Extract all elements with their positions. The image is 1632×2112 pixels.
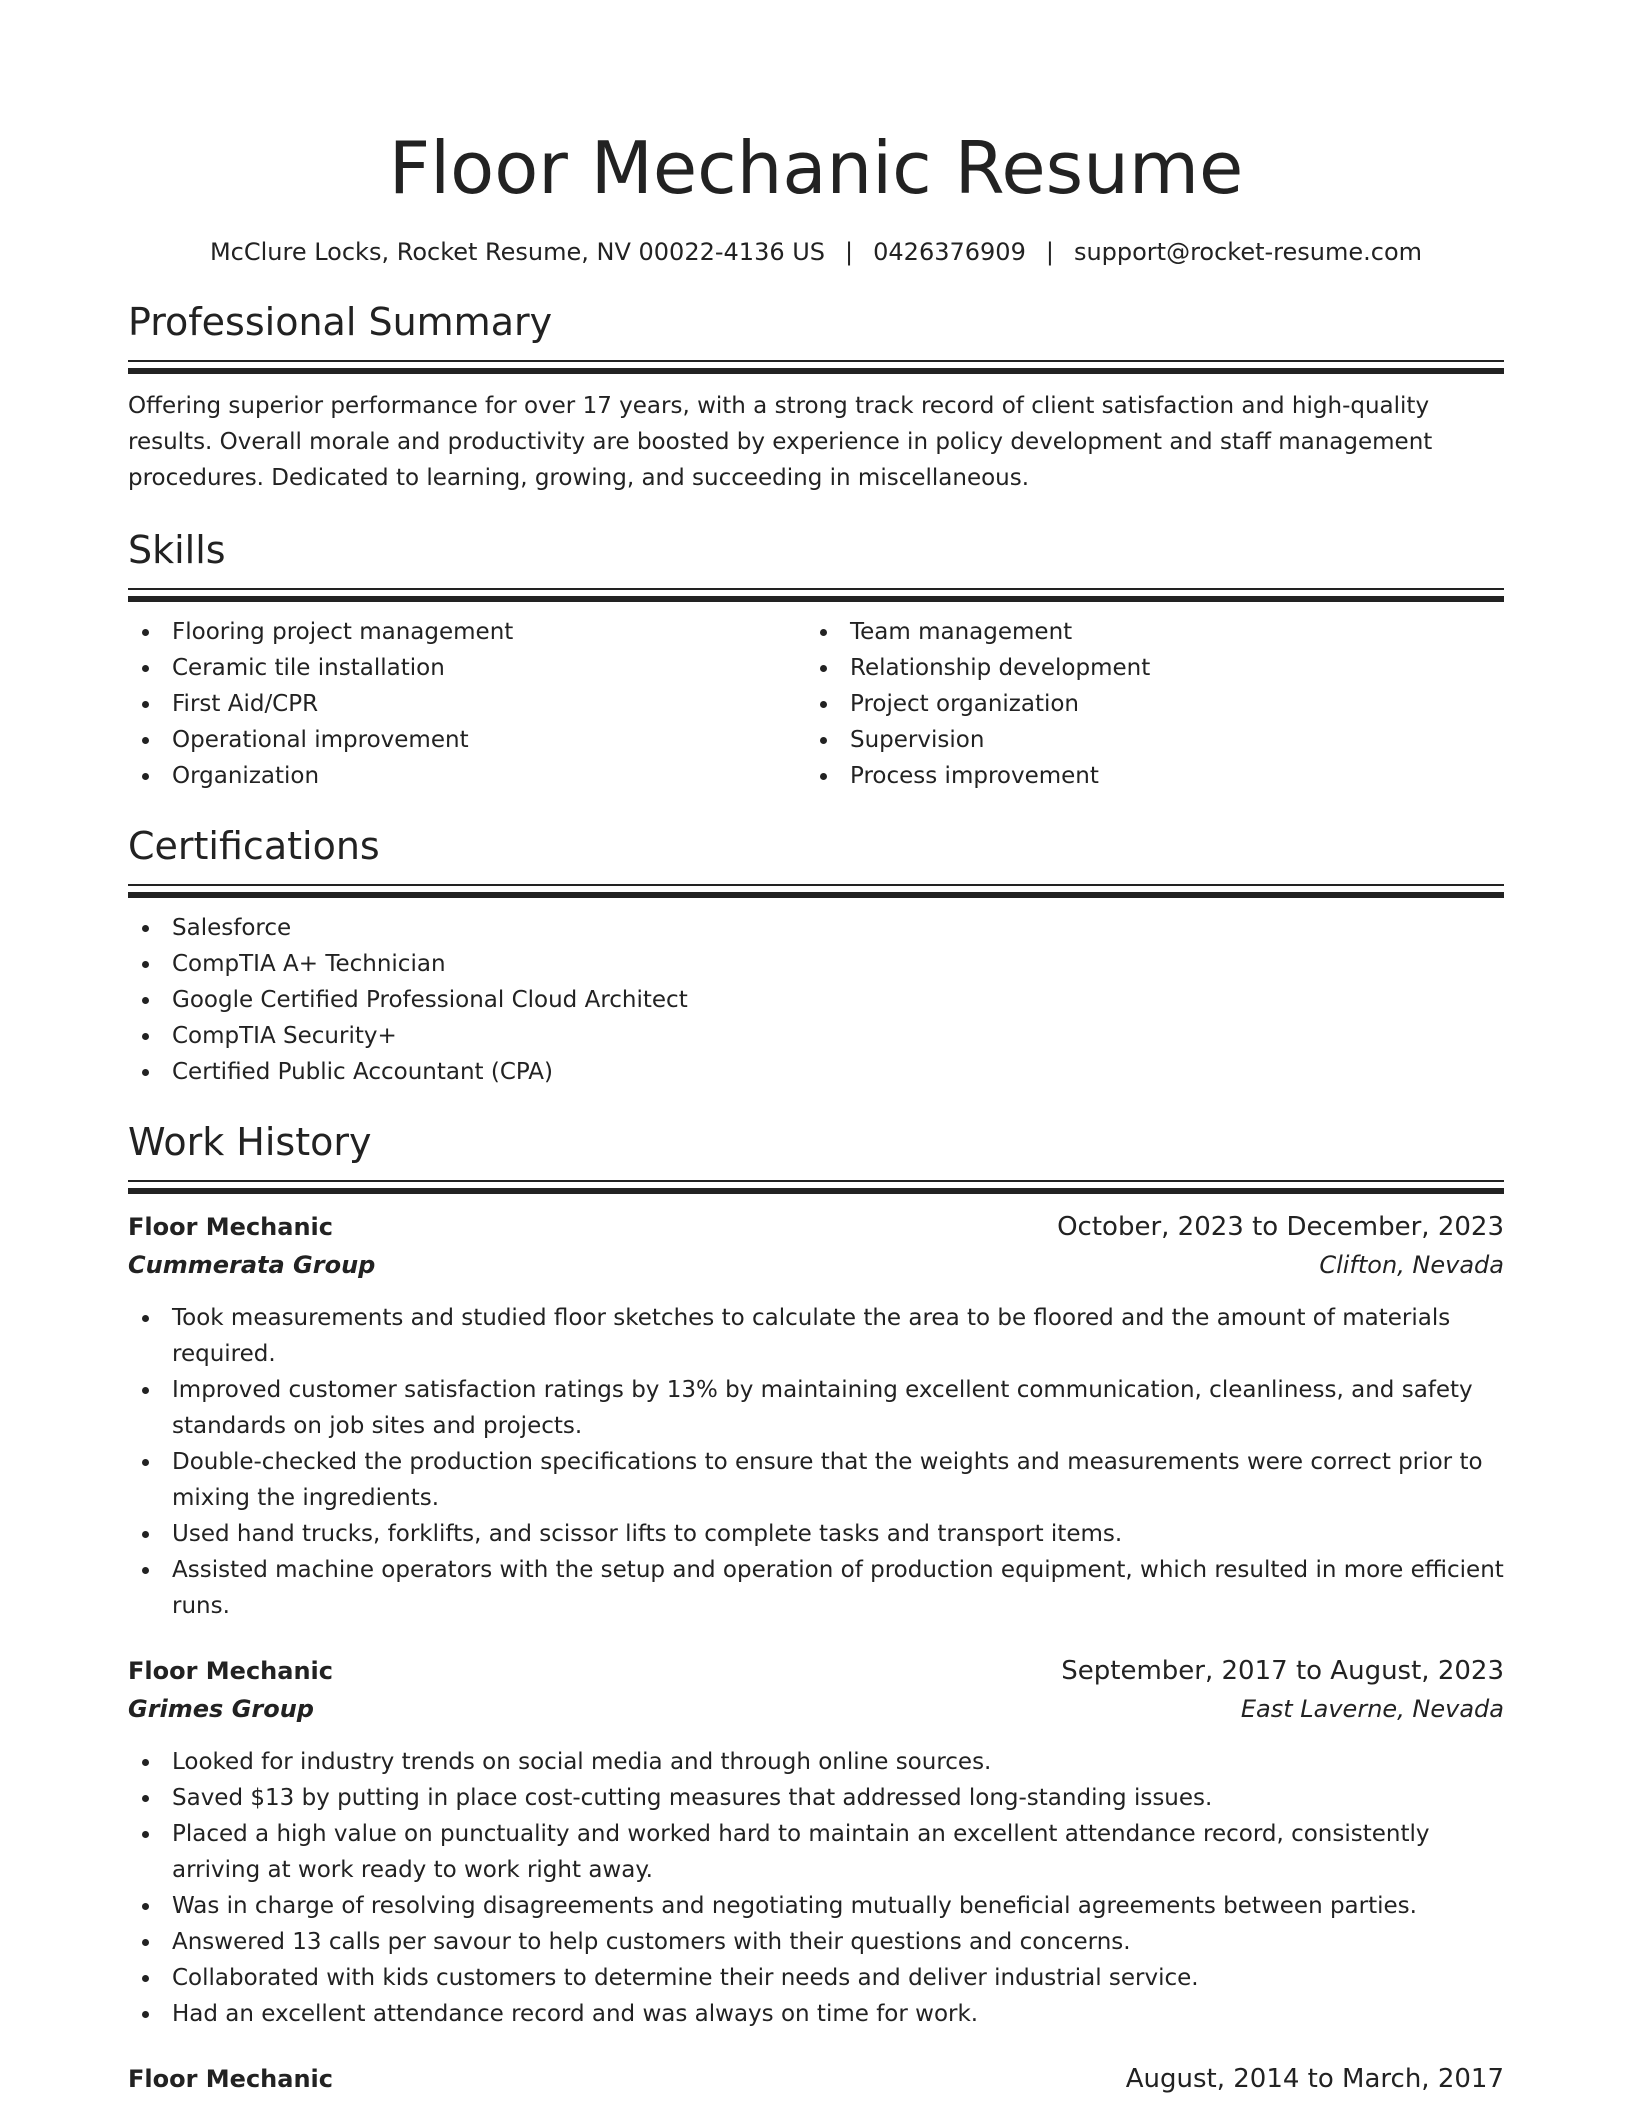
job-location: Clifton, Nevada [1319, 1251, 1504, 1279]
skills-section [128, 526, 1504, 794]
job-bullet: Looked for industry trends on social media and through online sources. [128, 1744, 1504, 1780]
skill-item: Supervision [806, 722, 1484, 758]
summary-heading: Professional Summary [128, 300, 553, 344]
job-bullet: Assisted machine operators with the setup and operation of production equipment, which resulted in more efficient runs. [128, 1552, 1504, 1624]
job-header [128, 2060, 1504, 2098]
skill-item: First Aid/CPR [128, 686, 806, 722]
summary-section [128, 298, 1504, 496]
job-header [128, 1208, 1504, 1246]
certification-item: CompTIA Security+ [128, 1018, 1504, 1054]
contact-line [128, 236, 1504, 268]
section-divider [128, 368, 1504, 374]
job-title: Floor Mechanic [128, 1657, 333, 1685]
section-divider [128, 892, 1504, 898]
job-entry [128, 1208, 1504, 1624]
job-location: East Laverne, Nevada [1240, 1695, 1504, 1723]
job-dates: September, 2017 to August, 2023 [1061, 1656, 1504, 1686]
job-company: Grimes Group [128, 1695, 314, 1723]
contact-separator: | [1045, 238, 1054, 266]
contact-email: support@rocket-resume.com [1073, 238, 1423, 266]
work-history-section [128, 1118, 1504, 2098]
job-bullet: Double-checked the production specifications to ensure that the weights and measurements were correct prior to mixing the ingredients. [128, 1444, 1504, 1516]
job-bullets [128, 1744, 1504, 2032]
certifications-section [128, 822, 1504, 1090]
job-bullet: Placed a high value on punctuality and worked hard to maintain an excellent attendance record, consistently arriving at work ready to work right away. [128, 1816, 1504, 1888]
job-title: Floor Mechanic [128, 2065, 333, 2093]
section-divider [128, 588, 1504, 590]
job-bullet: Improved customer satisfaction ratings by 13% by maintaining excellent communication, cleanliness, and safety standards on job sites and projects. [128, 1372, 1504, 1444]
job-subheader [128, 1246, 1504, 1284]
resume-content [128, 0, 1504, 2098]
job-header [128, 1652, 1504, 1690]
certification-item: Certified Public Accountant (CPA) [128, 1054, 1504, 1090]
job-title: Floor Mechanic [128, 1213, 333, 1241]
skill-item: Organization [128, 758, 806, 794]
job-bullet: Used hand trucks, forklifts, and scissor lifts to complete tasks and transport items. [128, 1516, 1504, 1552]
skills-list-right [806, 614, 1484, 794]
job-company: Cummerata Group [128, 1251, 376, 1279]
skill-item: Process improvement [806, 758, 1484, 794]
job-dates: August, 2014 to March, 2017 [1125, 2064, 1504, 2094]
page-title: Floor Mechanic Resume [388, 126, 1244, 210]
section-divider [128, 884, 1504, 886]
skill-item: Team management [806, 614, 1484, 650]
job-entry [128, 1652, 1504, 2032]
contact-address: McClure Locks, Rocket Resume, NV 00022-4136 US [209, 238, 826, 266]
contact-phone: 0426376909 [873, 238, 1026, 266]
skill-item: Relationship development [806, 650, 1484, 686]
skill-item: Ceramic tile installation [128, 650, 806, 686]
certification-item: Salesforce [128, 910, 1504, 946]
section-divider [128, 596, 1504, 602]
section-divider [128, 1180, 1504, 1182]
job-bullet: Had an excellent attendance record and was always on time for work. [128, 1996, 1504, 2032]
job-bullet: Saved $13 by putting in place cost-cutting measures that addressed long-standing issues. [128, 1780, 1504, 1816]
job-dates: October, 2023 to December, 2023 [1057, 1212, 1504, 1242]
job-subheader [128, 1690, 1504, 1728]
skills-columns [128, 614, 1504, 794]
job-bullet: Collaborated with kids customers to determine their needs and deliver industrial service. [128, 1960, 1504, 1996]
skills-heading: Skills [128, 528, 226, 572]
job-bullets [128, 1300, 1504, 1624]
section-divider [128, 1188, 1504, 1194]
skills-list-left [128, 614, 806, 794]
skill-item: Flooring project management [128, 614, 806, 650]
certification-item: Google Certified Professional Cloud Architect [128, 982, 1504, 1018]
job-bullet: Answered 13 calls per savour to help customers with their questions and concerns. [128, 1924, 1504, 1960]
job-bullet: Was in charge of resolving disagreements and negotiating mutually beneficial agreements between parties. [128, 1888, 1504, 1924]
skill-item: Operational improvement [128, 722, 806, 758]
job-bullet: Took measurements and studied floor sketches to calculate the area to be floored and the amount of materials required. [128, 1300, 1504, 1372]
summary-text: Offering superior performance for over 17 years, with a strong track record of client satisfaction and high-quality results. Overall morale and productivity are boosted by experience in policy development and staff management procedures. Dedicated to learning, growing, and succeeding in miscellaneous. [128, 393, 1433, 491]
job-entry [128, 2060, 1504, 2098]
work-history-heading: Work History [128, 1120, 372, 1164]
certifications-heading: Certifications [128, 824, 380, 868]
section-divider [128, 360, 1504, 362]
skill-item: Project organization [806, 686, 1484, 722]
certification-item: CompTIA A+ Technician [128, 946, 1504, 982]
contact-separator: | [845, 238, 854, 266]
certifications-list [128, 910, 1504, 1090]
